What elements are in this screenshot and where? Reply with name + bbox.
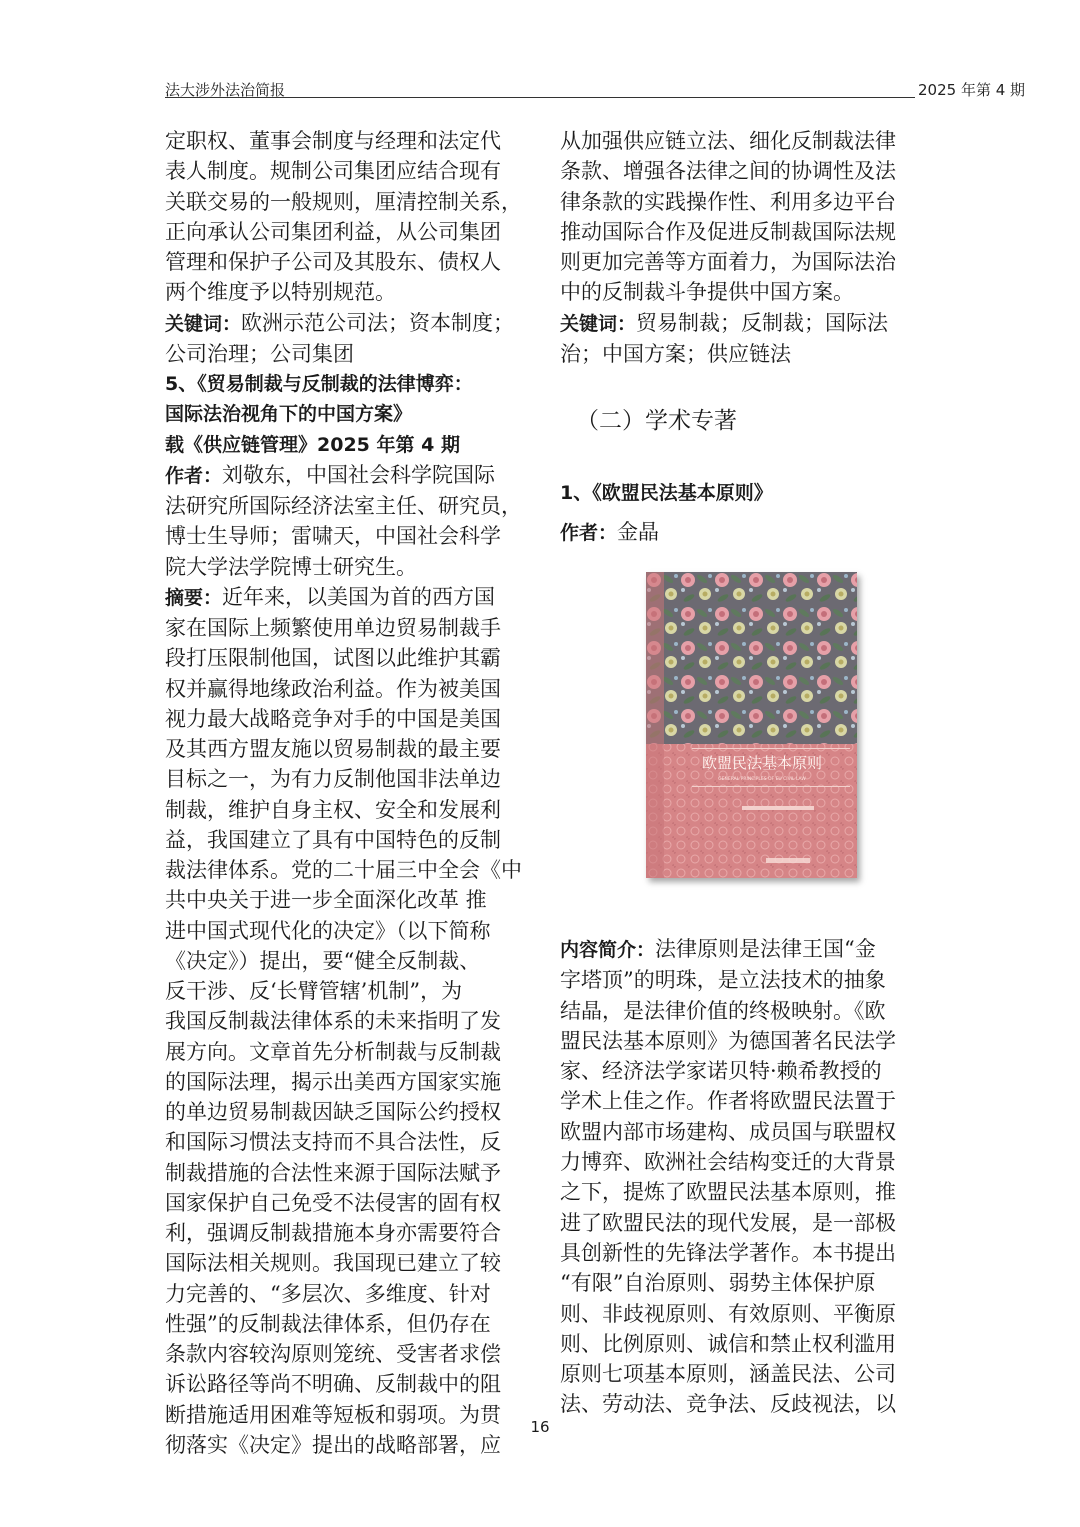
abstract-text: 和国际习惯法支持而不具合法性，反 xyxy=(165,1130,501,1155)
text-line: 律条款的实践操作性、利用多边平台 xyxy=(560,189,896,214)
author-text: 院大学法学院博士研究生。 xyxy=(165,554,417,579)
intro-text: 欧盟内部市场建构、成员国与联盟权 xyxy=(560,1119,896,1144)
intro-text: 力博弈、欧洲社会结构变迁的大背景 xyxy=(560,1150,896,1175)
book-introduction xyxy=(560,934,920,1420)
abstract-text: 裁法律体系。党的二十届三中全会《中 xyxy=(165,858,522,882)
article-title-line: 国际法治视角下的中国方案》 xyxy=(165,403,413,426)
abstract-text: 力完善的、“多层次、多维度、针对 xyxy=(165,1281,491,1306)
abstract-label: 摘要： xyxy=(165,586,223,609)
abstract-text: 制裁，维护自身主权、安全和发展利 xyxy=(165,797,501,822)
cover-subtitle: GENERAL PRINCIPLES OF EU CIVIL LAW xyxy=(718,777,806,782)
text-line: 推动国际合作及促进反制裁国际法规 xyxy=(560,219,896,244)
intro-text: 具创新性的先锋法学著作。本书提出 xyxy=(560,1240,896,1265)
keywords-text: 欧洲示范公司法；资本制度； xyxy=(241,310,515,335)
abstract-text: 断措施适用困难等短板和弱项。为贯 xyxy=(165,1402,501,1427)
abstract-text: 及其西方盟友施以贸易制裁的最主要 xyxy=(165,737,501,761)
left-keywords xyxy=(165,308,525,370)
left-column xyxy=(165,126,525,1460)
abstract-text: 进中国式现代化的决定》（以下简称 xyxy=(165,918,491,943)
abstract-text: 段打压限制他国，试图以此维护其霸 xyxy=(165,646,501,671)
abstract-text: 的国际法理，揭示出美西方国家实施 xyxy=(165,1069,501,1094)
author-text: 博士生导师；雷啸天，中国社会科学 xyxy=(165,524,501,549)
article-source-line: 载《供应链管理》2025 年第 4 期 xyxy=(165,433,460,456)
abstract-text: 目标之一，为有力反制他国非法单边 xyxy=(165,767,501,792)
intro-text: 字塔顶”的明珠，是立法技术的抽象 xyxy=(560,968,886,993)
intro-text: 则、比例原则、诚信和禁止权利滥用 xyxy=(560,1331,896,1356)
book-author-label: 作者： xyxy=(560,521,618,544)
article-title-line: 5、《贸易制裁与反制裁的法律博弈： xyxy=(165,373,473,395)
header-issue: 2025 年第 4 期 xyxy=(918,81,1026,99)
intro-text: 原则七项基本原则，涵盖民法、公司 xyxy=(560,1362,896,1387)
abstract-text: 利，强调反制裁措施本身亦需要符合 xyxy=(165,1221,501,1245)
abstract-text: 家在国际上频繁使用单边贸易制裁手 xyxy=(165,616,501,640)
intro-text: 学术上佳之作。作者将欧盟民法置于 xyxy=(560,1089,896,1114)
keywords-text: 治；中国方案；供应链法 xyxy=(560,341,791,366)
intro-text: 法、劳动法、竞争法、反歧视法，以 xyxy=(560,1392,896,1417)
abstract-text: 条款内容较沟原则笼统、受害者求偿 xyxy=(165,1342,501,1366)
text-line: 关联交易的一般规则，厘清控制关系， xyxy=(165,189,522,214)
right-paragraph-1 xyxy=(560,126,920,308)
intro-text: 之下，提炼了欧盟民法基本原则，推 xyxy=(560,1180,896,1205)
text-line: 中的反制裁斗争提供中国方案。 xyxy=(560,280,854,305)
abstract-text: 国际法相关规则。我国现已建立了较 xyxy=(165,1251,501,1276)
book-author-name: 金晶 xyxy=(617,519,660,544)
intro-text: “有限”自治原则、弱势主体保护原 xyxy=(560,1271,876,1296)
book-author xyxy=(560,517,920,548)
text-line: 两个维度予以特别规范。 xyxy=(165,280,396,305)
intro-text: 结晶，是法律价值的终极映射。《欧 xyxy=(560,998,886,1023)
text-line: 定职权、董事会制度与经理和法定代 xyxy=(165,129,501,153)
keywords-label: 关键词： xyxy=(165,312,242,335)
article-abstract xyxy=(165,582,525,1460)
book-cover-image xyxy=(646,572,857,878)
intro-text: 则、非歧视原则、有效原则、平衡原 xyxy=(560,1301,896,1326)
text-line: 表人制度。规制公司集团应结合现有 xyxy=(165,159,501,184)
page-number: 16 xyxy=(530,1418,550,1436)
abstract-text: 视力最大战略竞争对手的中国是美国 xyxy=(165,706,501,731)
intro-text: 进了欧盟民法的现代发展，是一部极 xyxy=(560,1210,896,1235)
abstract-text: 国家保护自己免受不法侵害的固有权 xyxy=(165,1190,501,1215)
abstract-text: 的单边贸易制裁因缺乏国际公约授权 xyxy=(165,1100,501,1124)
intro-text: 盟民法基本原则》为德国著名民法学 xyxy=(560,1028,896,1053)
author-label: 作者： xyxy=(165,464,223,487)
keywords-text: 贸易制裁；反制裁；国际法 xyxy=(636,310,889,335)
author-text: 法研究所国际经济法室主任、研究员， xyxy=(165,494,522,518)
abstract-text: 性强”的反制裁法律体系，但仍存在 xyxy=(165,1311,491,1336)
abstract-text: 《决定》）提出，要“健全反制裁、 xyxy=(165,948,481,973)
header-rule xyxy=(165,97,915,98)
abstract-text: 近年来，以美国为首的西方国 xyxy=(222,584,496,609)
abstract-text: 我国反制裁法律体系的未来指明了发 xyxy=(165,1009,501,1034)
text-line: 则更加完善等方面着力，为国际法治 xyxy=(560,250,896,274)
text-line: 正向承认公司集团利益，从公司集团 xyxy=(165,219,501,244)
abstract-text: 诉讼路径等尚不明确、反制裁中的阻 xyxy=(165,1372,501,1397)
article-author xyxy=(165,460,525,582)
abstract-text: 共中央关于进一步全面深化改革 推 xyxy=(165,888,487,913)
abstract-text: 展方向。文章首先分析制裁与反制裁 xyxy=(165,1039,501,1064)
keywords-text: 公司治理；公司集团 xyxy=(165,341,354,366)
keywords-label: 关键词： xyxy=(560,312,637,335)
cover-title: 欧盟民法基本原则 xyxy=(701,754,823,772)
text-line: 管理和保护子公司及其股东、债权人 xyxy=(165,250,501,274)
article-title xyxy=(165,369,525,460)
abstract-text: 彻落实《决定》提出的战略部署，应 xyxy=(165,1432,501,1457)
book-title: 1、《欧盟民法基本原则》 xyxy=(560,482,773,505)
abstract-text: 制裁措施的合法性来源于国际法赋予 xyxy=(165,1160,501,1185)
right-keywords xyxy=(560,308,920,370)
abstract-text: 权并赢得地缘政治利益。作为被美国 xyxy=(165,676,501,701)
abstract-text: 益，我国建立了具有中国特色的反制 xyxy=(165,827,501,852)
section-heading: （二）学术专著 xyxy=(576,408,737,434)
text-line: 从加强供应链立法、细化反制裁法律 xyxy=(560,129,896,153)
text-line: 条款、增强各法律之间的协调性及法 xyxy=(560,159,896,184)
author-text: 刘敬东，中国社会科学院国际 xyxy=(222,462,496,487)
abstract-text: 反干涉、反‘长臂管辖’机制”，为 xyxy=(165,979,463,1003)
intro-label: 内容简介： xyxy=(560,939,656,961)
intro-text: 法律原则是法律王国“金 xyxy=(655,937,876,961)
left-paragraph-1 xyxy=(165,126,525,308)
intro-text: 家、经济法学家诺贝特·赖希教授的 xyxy=(560,1059,882,1084)
header-publication-title: 法大涉外法治简报 xyxy=(165,81,286,99)
right-column xyxy=(560,126,920,548)
